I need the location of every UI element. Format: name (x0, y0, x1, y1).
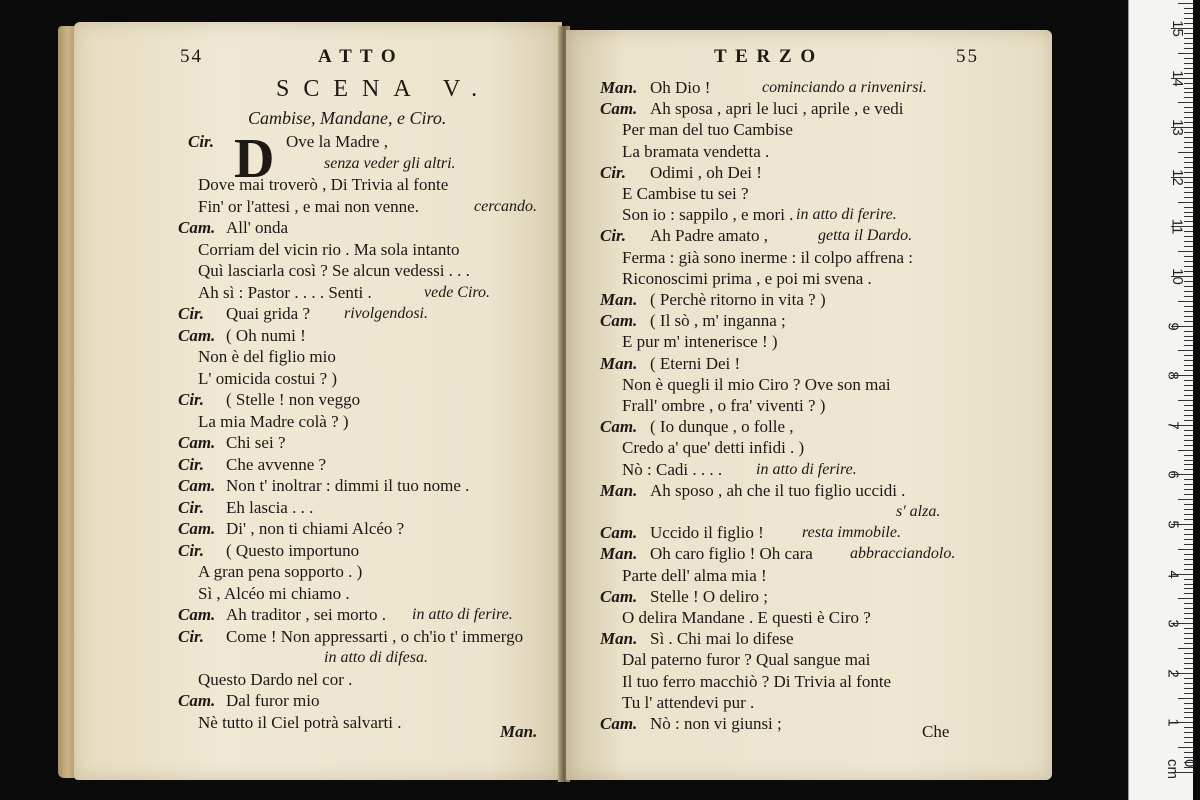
ruler-tick (1184, 137, 1193, 138)
ruler-tick (1178, 549, 1193, 550)
ruler-tick (1184, 385, 1193, 386)
ruler-tick (1184, 469, 1193, 470)
ruler-tick (1184, 88, 1193, 89)
stage-direction: in atto di ferire. (796, 206, 897, 224)
verse-line: E Cambise tu sei ? (622, 184, 749, 203)
ruler-number: 3 (1164, 619, 1182, 628)
ruler-tick (1184, 117, 1193, 118)
speaker-label: Man. (600, 629, 638, 649)
verse-line: ( Eterni Dei ! (650, 353, 741, 373)
verse-line: Riconoscimi prima , e poi mi svena . (622, 268, 872, 288)
ruler-tick (1184, 430, 1193, 431)
ruler-tick (1184, 296, 1193, 297)
ruler-number: 4 (1164, 569, 1182, 579)
verse-line: ( Io dunque , o folle , (650, 417, 794, 437)
ruler-tick (1184, 688, 1193, 689)
verse-line: Credo a' que' detti infidi . ) (622, 438, 805, 458)
verse-line: Quì lasciarla così ? Se alcun vedessi . . . (198, 261, 470, 280)
ruler-number: 2 (1164, 669, 1182, 678)
ruler-tick (1184, 628, 1193, 629)
ruler-number: 12 (1168, 168, 1186, 186)
stage-direction: getta il Dardo. (818, 227, 913, 245)
ruler-tick (1184, 197, 1193, 198)
verse-line: Oh Dio ! (650, 78, 711, 97)
ruler-tick (1178, 598, 1193, 599)
ruler-number: 15 (1168, 20, 1186, 37)
verse-line: Son io : sappilo , e mori . (622, 205, 794, 225)
ruler-tick (1184, 440, 1193, 441)
ruler-number: 1 (1164, 718, 1182, 728)
ruler-tick (1178, 53, 1193, 54)
verse-line: Ah sì : Pastor . . . . Senti . (198, 282, 372, 302)
verse-line: Ah sposa , apri le luci , aprile , e vedi (650, 99, 904, 119)
ruler-tick (1184, 415, 1193, 416)
verse-line: Che avvenne ? (226, 454, 327, 474)
speaker-label: Man. (600, 544, 638, 564)
ruler-tick (1184, 514, 1193, 515)
ruler-tick (1184, 484, 1193, 485)
ruler-tick (1184, 737, 1193, 738)
running-head-right: T E R Z O (714, 46, 818, 67)
ruler-tick (1184, 618, 1193, 619)
ruler-tick (1184, 187, 1193, 188)
ruler-tick (1184, 48, 1193, 49)
speaker-label: Cam. (178, 519, 216, 538)
verse-line: ( Perchè ritorno in vita ? ) (650, 290, 826, 309)
ruler-number: 5 (1164, 520, 1182, 529)
catchword-left: Man. (500, 722, 538, 741)
speaker-label: Cam. (600, 311, 638, 331)
verse-line: Odimi , oh Dei ! (650, 162, 762, 182)
ruler-tick (1184, 157, 1193, 158)
verse-line: Dal paterno furor ? Qual sangue mai (622, 650, 871, 670)
ruler-number: 8 (1164, 371, 1182, 380)
verse-line: Quai grida ? (226, 304, 311, 323)
ruler-tick (1184, 212, 1193, 213)
ruler-tick (1184, 261, 1193, 262)
verse-line: La mia Madre colà ? ) (198, 411, 349, 431)
speaker-label: Cam. (178, 476, 216, 495)
open-book (58, 16, 1058, 786)
ruler-tick (1184, 732, 1193, 733)
ruler-tick (1184, 112, 1193, 113)
speaker-label: Cir. (178, 454, 204, 474)
ruler-tick (1178, 350, 1193, 351)
ruler-tick (1184, 68, 1193, 69)
verse-line: Ferma : già sono inerme : il colpo affrena : (622, 247, 913, 267)
verse-line: Sì , Alcéo mi chiamo . (198, 583, 350, 603)
ruler-tick (1178, 400, 1193, 401)
verse-line: ( Stelle ! non veggo (226, 390, 361, 409)
page-number-right: 55 (956, 46, 979, 67)
ruler-tick (1184, 365, 1193, 366)
ruler-number: 14 (1168, 69, 1186, 87)
ruler-tick (1184, 613, 1193, 614)
speaker-label: Cam. (178, 433, 216, 452)
verse-line: La bramata vendetta . (622, 141, 770, 161)
stage-direction: in atto di ferire. (412, 606, 513, 623)
speaker-label: Cir. (178, 497, 204, 517)
ruler-tick (1184, 107, 1193, 108)
ruler-tick (1184, 216, 1193, 217)
ruler-tick (1184, 504, 1193, 505)
ruler-tick (1184, 410, 1193, 411)
ruler-tick (1184, 712, 1193, 713)
measuring-ruler (1128, 0, 1198, 800)
verse-line: Sì . Chi mai lo difese (650, 629, 794, 649)
ruler-tick (1178, 648, 1193, 649)
ruler-tick (1184, 494, 1193, 495)
ruler-tick (1184, 43, 1193, 44)
ruler-tick (1184, 564, 1193, 565)
ruler-tick (1184, 757, 1193, 758)
verse-line: Nò : Cadi . . . . (622, 459, 723, 479)
ruler-tick (1184, 97, 1193, 98)
ruler-tick (1184, 340, 1193, 341)
speaker-label: Cam. (600, 417, 638, 437)
verse-line: Ah sposo , ah che il tuo figlio uccidi . (650, 480, 906, 500)
left-page (74, 22, 562, 780)
ruler-number: 9 (1164, 321, 1182, 331)
speaker-label: Man. (600, 480, 638, 500)
verse-line: Dove mai troverò , Di Trivia al fonte (198, 175, 449, 194)
speaker-label: Cir. (178, 304, 204, 323)
ruler-tick (1184, 693, 1193, 694)
ruler-tick (1184, 63, 1193, 64)
running-head-left: A T T O (318, 46, 398, 67)
ruler-tick (1184, 509, 1193, 510)
verse-line: Chi sei ? (226, 433, 286, 452)
ruler-tick (1184, 207, 1193, 208)
verse-line: Come ! Non appressarti , o ch'io t' immergo (226, 626, 524, 646)
ruler-tick (1184, 479, 1193, 480)
stage-direction: s' alza. (896, 503, 941, 520)
ruler-tick (1184, 380, 1193, 381)
verse-line: ( Il sò , m' inganna ; (650, 311, 786, 331)
ruler-tick (1178, 698, 1193, 699)
ruler-tick (1184, 464, 1193, 465)
ruler-tick (1184, 603, 1193, 604)
ruler-tick (1184, 633, 1193, 634)
ruler-tick (1178, 499, 1193, 500)
ruler-tick (1184, 246, 1193, 247)
ruler-tick (1184, 147, 1193, 148)
ruler-tick (1184, 162, 1193, 163)
speaker-label: Cir. (600, 226, 626, 246)
ruler-tick (1184, 331, 1193, 332)
ruler-tick (1178, 152, 1193, 153)
ruler-tick (1184, 336, 1193, 337)
ruler-tick (1184, 286, 1193, 287)
verse-line: Oh caro figlio ! Oh cara (650, 544, 813, 564)
ruler-tick (1184, 345, 1193, 346)
stage-direction: resta immobile. (802, 524, 901, 542)
verse-line: Il tuo ferro macchiò ? Di Trivia al fonte (622, 671, 892, 691)
ruler-tick (1178, 450, 1193, 451)
ruler-tick (1184, 584, 1193, 585)
ruler-tick (1184, 668, 1193, 669)
ruler-number: 10 (1168, 268, 1186, 285)
ruler-tick (1184, 569, 1193, 570)
speaker-label: Cir. (178, 626, 204, 646)
verse-line: Per man del tuo Cambise (622, 120, 793, 140)
ruler-tick (1184, 390, 1193, 391)
ruler-tick (1184, 13, 1193, 14)
speaker-label: Cir. (178, 540, 204, 560)
ruler-tick (1184, 683, 1193, 684)
ruler-tick (1184, 593, 1193, 594)
ruler-tick (1184, 678, 1193, 679)
ruler-tick (1184, 231, 1193, 232)
verse-line: Frall' ombre , o fra' viventi ? ) (622, 396, 826, 415)
ruler-tick (1184, 727, 1193, 728)
verse-line: All' onda (226, 218, 289, 237)
ruler-tick (1184, 539, 1193, 540)
ruler-tick (1184, 405, 1193, 406)
ruler-tick (1184, 311, 1193, 312)
ruler-number: 6 (1164, 470, 1182, 480)
ruler-tick (1184, 534, 1193, 535)
verse-line: Ah traditor , sei morto . (226, 605, 387, 624)
ruler-tick (1184, 58, 1193, 59)
speaker-label: Cir. (188, 132, 214, 151)
ruler-tick (1184, 529, 1193, 530)
speaker-label: Cir. (178, 390, 204, 409)
verse-line: Non è del figlio mio (198, 347, 336, 366)
ruler-tick (1178, 301, 1193, 302)
verse-line: Ah Padre amato , (650, 226, 769, 246)
speaker-label: Man. (600, 290, 638, 309)
character-list: Cambise, Mandane, e Ciro. (248, 108, 447, 128)
verse-line: Corriam del vicin rio . Ma sola intanto (198, 239, 460, 259)
ruler-number: 7 (1164, 421, 1182, 430)
verse-line: Nè tutto il Ciel potrà salvarti . (198, 712, 402, 732)
verse-line: L' omicida costui ? ) (198, 368, 338, 388)
ruler-tick (1178, 102, 1193, 103)
verse-line: ( Questo importuno (226, 540, 360, 560)
ruler-tick (1178, 747, 1193, 748)
speaker-label: Cam. (178, 691, 216, 710)
stage-direction: rivolgendosi. (344, 305, 428, 322)
verse-line: Stelle ! O deliro ; (650, 586, 769, 606)
verse-line: ( Oh numi ! (226, 325, 306, 345)
ruler-tick (1184, 18, 1193, 19)
ruler-tick (1178, 202, 1193, 203)
speaker-label: Cam. (178, 325, 216, 345)
ruler-tick (1184, 370, 1193, 371)
ruler-tick (1184, 489, 1193, 490)
ruler-tick (1184, 241, 1193, 242)
ruler-tick (1184, 221, 1193, 222)
verse-line: A gran pena sopporto . ) (198, 562, 363, 581)
ruler-tick (1184, 752, 1193, 753)
verse-line: Questo Dardo nel cor . (198, 669, 353, 689)
ruler-tick (1184, 658, 1193, 659)
ruler-tick (1184, 291, 1193, 292)
ruler-tick (1184, 653, 1193, 654)
ruler-tick (1184, 445, 1193, 446)
ruler-tick (1184, 638, 1193, 639)
ruler-number: 11 (1168, 219, 1186, 235)
ruler-tick (1184, 643, 1193, 644)
ruler-tick (1184, 455, 1193, 456)
verse-line: Non è quegli il mio Ciro ? Ove son mai (622, 374, 891, 394)
stage-direction: senza veder gli altri. (324, 154, 456, 172)
speaker-label: Man. (600, 78, 638, 97)
verse-line: Di' , non ti chiami Alcéo ? (226, 519, 405, 538)
verse-line: Uccido il figlio ! (650, 523, 764, 543)
speaker-label: Man. (600, 353, 638, 373)
stage-direction: in atto di difesa. (324, 649, 428, 666)
ruler-number: 13 (1168, 119, 1186, 137)
ruler-tick (1184, 435, 1193, 436)
drop-capital: D (234, 128, 275, 190)
stage-direction: vede Ciro. (424, 283, 491, 301)
ruler-tick (1184, 559, 1193, 560)
ruler-tick (1184, 256, 1193, 257)
verse-line: Nò : non vi giunsi ; (650, 714, 782, 733)
ruler-tick (1184, 321, 1193, 322)
verse-line: O delira Mandane . E questi è Ciro ? (622, 608, 871, 627)
ruler-tick (1184, 519, 1193, 520)
ruler-tick (1184, 355, 1193, 356)
ruler-tick (1184, 717, 1193, 718)
verse-line: Non t' inoltrar : dimmi il tuo nome . (226, 476, 470, 495)
ruler-tick (1184, 316, 1193, 317)
ruler-tick (1178, 251, 1193, 252)
verse-line: Dal furor mio (226, 691, 320, 710)
stage-direction: cercando. (474, 197, 537, 215)
catchword-right: Che (922, 722, 950, 741)
speaker-label: Cam. (600, 714, 638, 733)
ruler-tick (1184, 708, 1193, 709)
stage-direction: cominciando a rinvenirsi. (762, 79, 927, 96)
ruler-tick (1184, 8, 1193, 9)
verse-line: Eh lascia . . . (226, 497, 314, 517)
ruler-tick (1184, 608, 1193, 609)
ruler-tick (1184, 360, 1193, 361)
ruler-tick (1184, 544, 1193, 545)
ruler-tick (1178, 3, 1193, 4)
ruler-tick (1184, 142, 1193, 143)
ruler-tick (1184, 395, 1193, 396)
ruler-tick (1184, 92, 1193, 93)
ruler-tick (1184, 167, 1193, 168)
ruler-tick (1184, 554, 1193, 555)
verse-line: Tu l' attendevi pur . (622, 692, 755, 712)
verse-line: E pur m' intenerisce ! ) (622, 332, 778, 352)
ruler-tick (1184, 742, 1193, 743)
verse-line: Ove la Madre , (286, 132, 388, 151)
ruler-tick (1184, 703, 1193, 704)
speaker-label: Cam. (600, 99, 638, 119)
ruler-tick (1184, 588, 1193, 589)
right-page (566, 30, 1052, 780)
speaker-label: Cam. (178, 218, 216, 237)
verse-line: Parte dell' alma mia ! (622, 565, 767, 585)
page-number-left: 54 (180, 46, 203, 67)
ruler-tick (1184, 420, 1193, 421)
ruler-tick (1184, 38, 1193, 39)
verse-line: Fin' or l'attesi , e mai non venne. (198, 196, 419, 216)
ruler-number: 0 cm (1164, 759, 1198, 779)
ruler-tick (1184, 579, 1193, 580)
speaker-label: Cam. (600, 523, 638, 543)
ruler-tick (1184, 236, 1193, 237)
ruler-tick (1184, 266, 1193, 267)
ruler-tick (1184, 306, 1193, 307)
stage-direction: abbracciandolo. (850, 545, 956, 563)
speaker-label: Cam. (600, 586, 638, 606)
ruler-tick (1184, 192, 1193, 193)
speaker-label: Cir. (600, 162, 626, 182)
speaker-label: Cam. (178, 605, 216, 624)
ruler-tick (1184, 460, 1193, 461)
ruler-tick (1184, 663, 1193, 664)
stage-direction: in atto di ferire. (756, 460, 857, 478)
scene-title: SCENA V. (276, 76, 492, 102)
